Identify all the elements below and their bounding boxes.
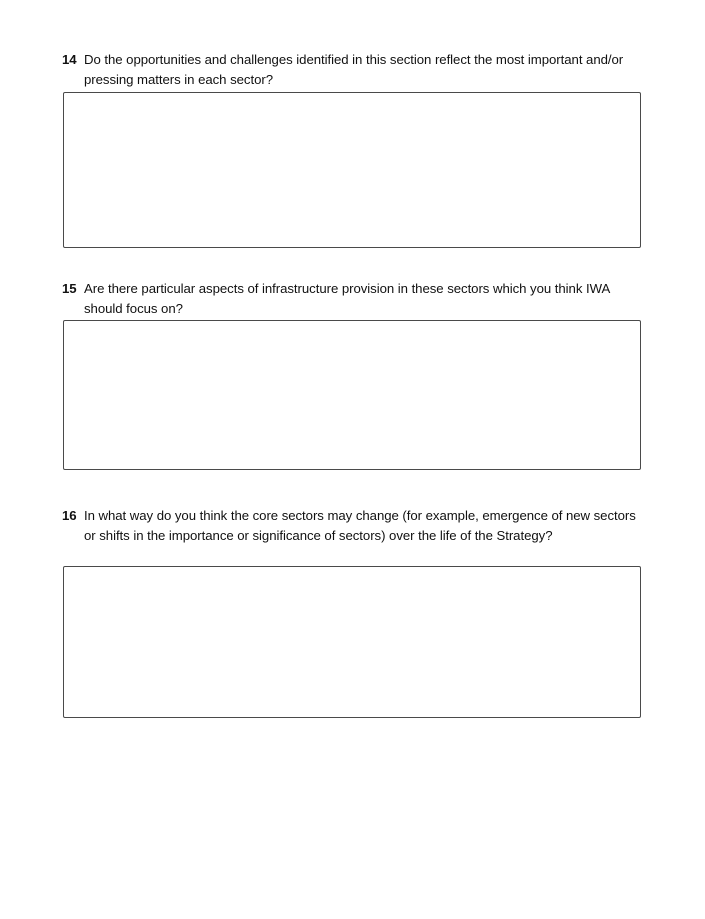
question-row-15 [62, 279, 642, 318]
question-text-15: Are there particular aspects of infrastructure provision in these sectors which you think IWA should focus on? [84, 281, 614, 316]
question-number-15: 15 [62, 281, 77, 296]
question-row-16 [62, 506, 642, 545]
question-number-14: 14 [62, 52, 77, 67]
question-block-14 [62, 50, 642, 89]
question-block-16 [62, 506, 642, 545]
question-number-16: 16 [62, 508, 77, 523]
answer-box-16[interactable] [63, 566, 641, 718]
question-block-15 [62, 279, 642, 318]
answer-box-15[interactable] [63, 320, 641, 470]
question-text-14: Do the opportunities and challenges identified in this section reflect the most important and/or pressing matters in each sector? [84, 52, 627, 87]
answer-box-14[interactable] [63, 92, 641, 248]
question-row-14 [62, 50, 642, 89]
question-text-16: In what way do you think the core sectors may change (for example, emergence of new sectors or shifts in the importance or significance of sectors) over the life of the Strategy? [84, 508, 640, 543]
